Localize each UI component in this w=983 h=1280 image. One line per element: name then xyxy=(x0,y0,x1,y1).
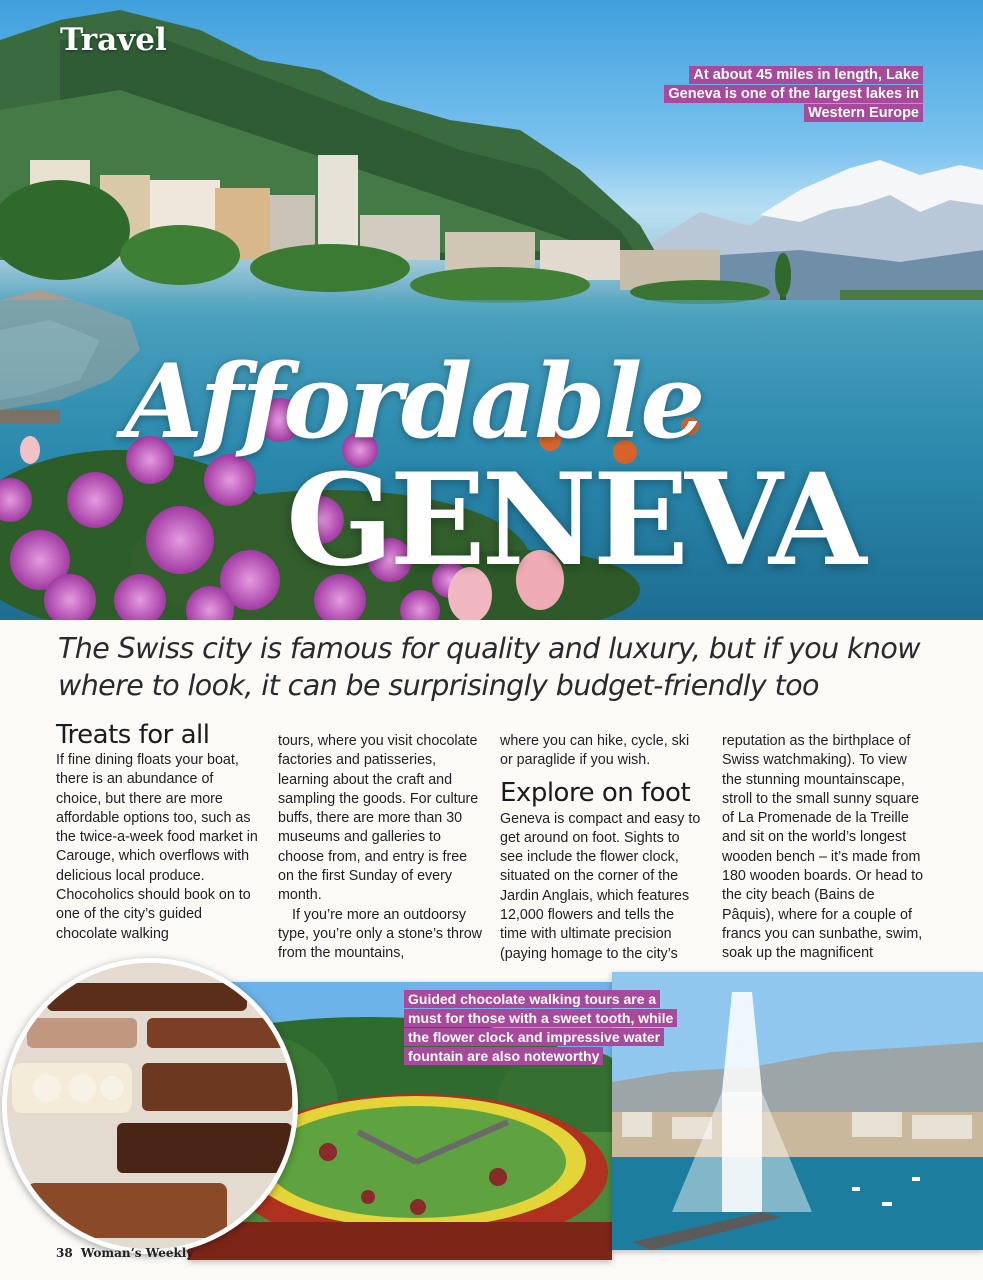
headline-affordable: Affordable xyxy=(124,342,704,462)
hero-photo-caption xyxy=(663,66,923,123)
body-paragraph: reputation as the birthplace of Swiss watchmaking). To view the stunning mountainscape, stroll to the small sunny square of La Promenade de la Treille and sit on the world’s longest wooden bench – it’s made from 180 wooden boards. Or head to the city beach (Bains de Pâquis), where for a couple of francs you can sunbathe, swim, soak up the magnificent xyxy=(722,733,924,962)
hero-photo-lake-geneva xyxy=(0,0,983,620)
hero-photo-caption-text: At about 45 miles in length, Lake Geneva is one of the largest lakes in Western Europe xyxy=(664,66,923,122)
body-paragraph: If you’re more an outdoorsy type, you’re only a stone’s throw from the mountains, xyxy=(278,906,482,962)
headline-geneva: GENEVA xyxy=(286,446,863,594)
body-column-4 xyxy=(722,732,927,964)
body-paragraph: tours, where you visit chocolate factories and patisseries, learning about the craft and sampling the goods. For culture buffs, there are more than 30 museums and galleries to choose from, and entry is free on the first Sunday of every month. xyxy=(278,733,479,904)
photo-caption-text: Guided chocolate walking tours are a must for those with a sweet tooth, while the flower clock and impressive water fountain are also noteworthy xyxy=(404,990,677,1065)
body-paragraph: If fine dining floats your boat, there is an abundance of choice, but there are more affordable options too, such as the twice-a-week food market in Carouge, which overflows with delicious local produce. Chocoholics should book on to one of the city’s guided chocolate walking xyxy=(56,752,258,942)
body-paragraph: Geneva is compact and easy to get around on foot. Sights to see include the flower clock, situated on the corner of the Jardin Anglais, which features 12,000 flowers and tells the time with ultimate precision (paying homage to the city’s xyxy=(500,810,701,962)
subheading-treats-for-all: Treats for all xyxy=(56,720,210,750)
body-column-2 xyxy=(278,732,483,964)
body-column-3 xyxy=(500,732,705,964)
body-column-1 xyxy=(56,720,261,944)
page-number: 38 xyxy=(56,1246,73,1260)
section-label: Travel xyxy=(60,22,167,58)
chocolates-photo xyxy=(2,958,298,1254)
subheading-explore-on-foot: Explore on foot xyxy=(500,777,691,808)
standfirst: The Swiss city is famous for quality and luxury, but if you know where to look, it can be surprisingly budget-friendly too xyxy=(58,632,920,702)
chocolate-tray-illustration xyxy=(7,963,293,1249)
body-paragraph: where you can hike, cycle, ski or paraglide if you wish. xyxy=(500,733,690,769)
page-footer xyxy=(56,1246,193,1260)
magazine-name: Woman’s Weekly xyxy=(80,1246,194,1260)
photo-caption xyxy=(404,990,684,1066)
